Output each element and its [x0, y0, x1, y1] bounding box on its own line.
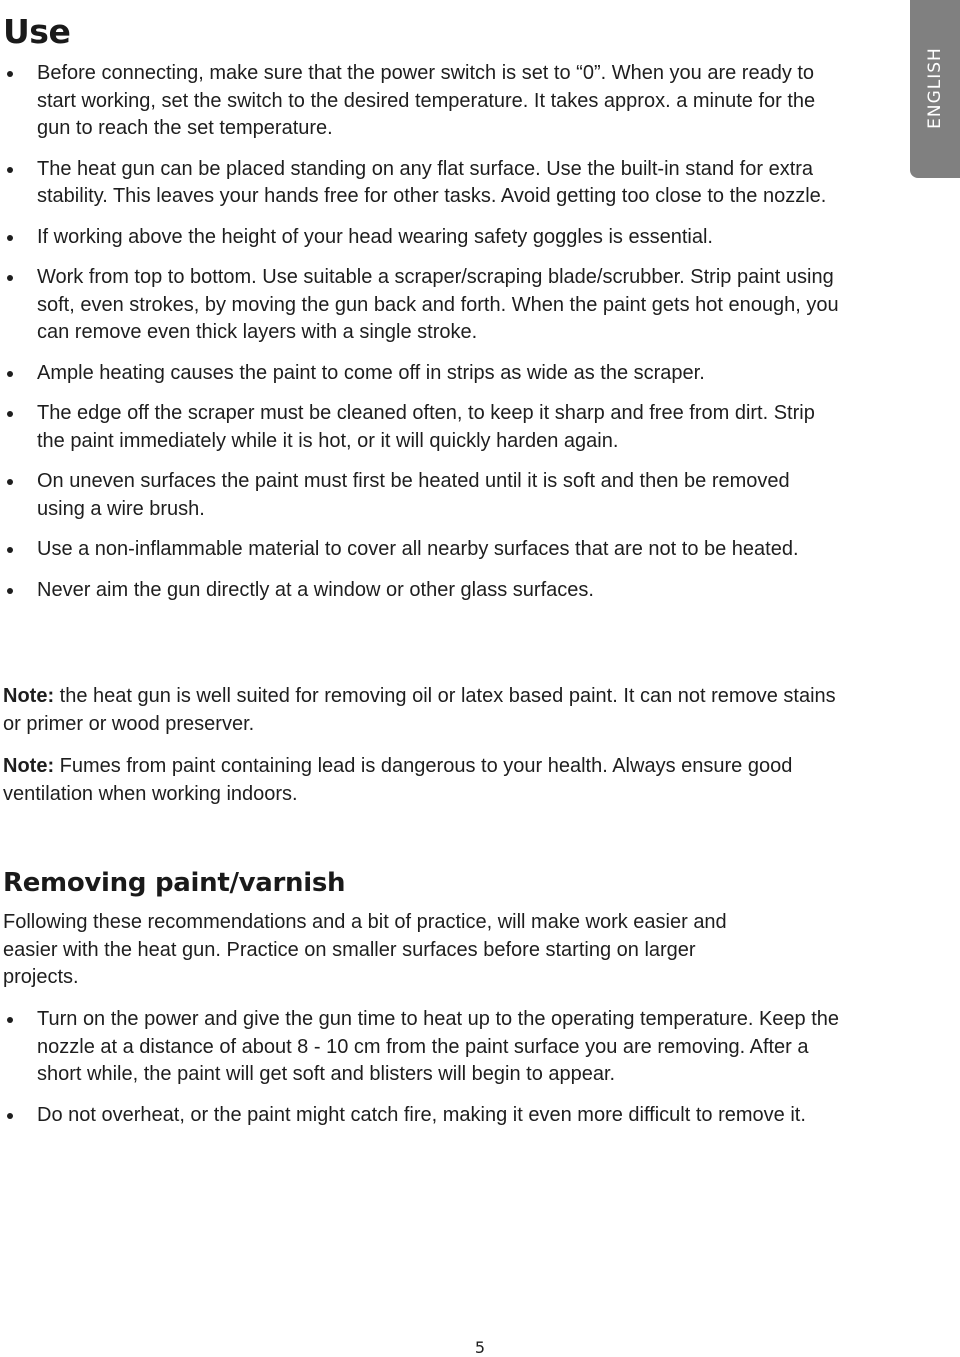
note-lead-fumes — [3, 753, 843, 808]
note-text: Fumes from paint containing lead is dangerous to your health. Always ensure good ventilation when working indoors. — [3, 755, 793, 805]
use-instructions-list — [3, 60, 843, 617]
note-label: Note: — [3, 755, 55, 777]
page-number: 5 — [474, 1338, 486, 1357]
list-item: Do not overheat, or the paint might catch fire, making it even more difficult to remove it. — [3, 1102, 843, 1130]
section-title-removing-paint: Removing paint/varnish — [3, 868, 346, 898]
section-title-use: Use — [3, 12, 71, 51]
section-intro: Following these recommendations and a bit of practice, will make work easier and easier with the heat gun. Practice on smaller surfaces before starting on larger projects. — [3, 911, 727, 988]
list-item: Use a non-inflammable material to cover all nearby surfaces that are not to be heated. — [3, 536, 843, 564]
list-item: Turn on the power and give the gun time to heat up to the operating temperature. Keep the nozzle at a distance of about 8 - 10 cm from the paint surface you are removing. After a short while, the paint will get soft and blisters will begin to appear. — [3, 1006, 843, 1089]
removing-paint-list — [3, 1006, 843, 1142]
language-tab-label: ENGLISH — [925, 47, 945, 129]
list-item: Never aim the gun directly at a window or other glass surfaces. — [3, 577, 843, 605]
list-item: Before connecting, make sure that the power switch is set to “0”. When you are ready to start working, set the switch to the desired temperature. It takes approx. a minute for the gun to reach the set temperature. — [3, 60, 843, 143]
list-item: Work from top to bottom. Use suitable a scraper/scraping blade/scrubber. Strip paint using soft, even strokes, by moving the gun back and forth. When the paint gets hot enough, you can remove even thick layers with a single stroke. — [3, 264, 843, 347]
list-item: The heat gun can be placed standing on any flat surface. Use the built-in stand for extra stability. This leaves your hands free for other tasks. Avoid getting too close to the nozzle. — [3, 156, 843, 211]
list-item: If working above the height of your head wearing safety goggles is essential. — [3, 224, 843, 252]
list-item: Ample heating causes the paint to come off in strips as wide as the scraper. — [3, 360, 843, 388]
note-text: the heat gun is well suited for removing oil or latex based paint. It can not remove stains or primer or wood preserver. — [3, 685, 836, 735]
list-item: On uneven surfaces the paint must first be heated until it is soft and then be removed using a wire brush. — [3, 468, 843, 523]
language-tab — [910, 0, 960, 178]
note-label: Note: — [3, 685, 55, 707]
list-item: The edge off the scraper must be cleaned often, to keep it sharp and free from dirt. Strip the paint immediately while it is hot, or it will quickly harden again. — [3, 400, 843, 455]
note-paint-types — [3, 683, 843, 738]
